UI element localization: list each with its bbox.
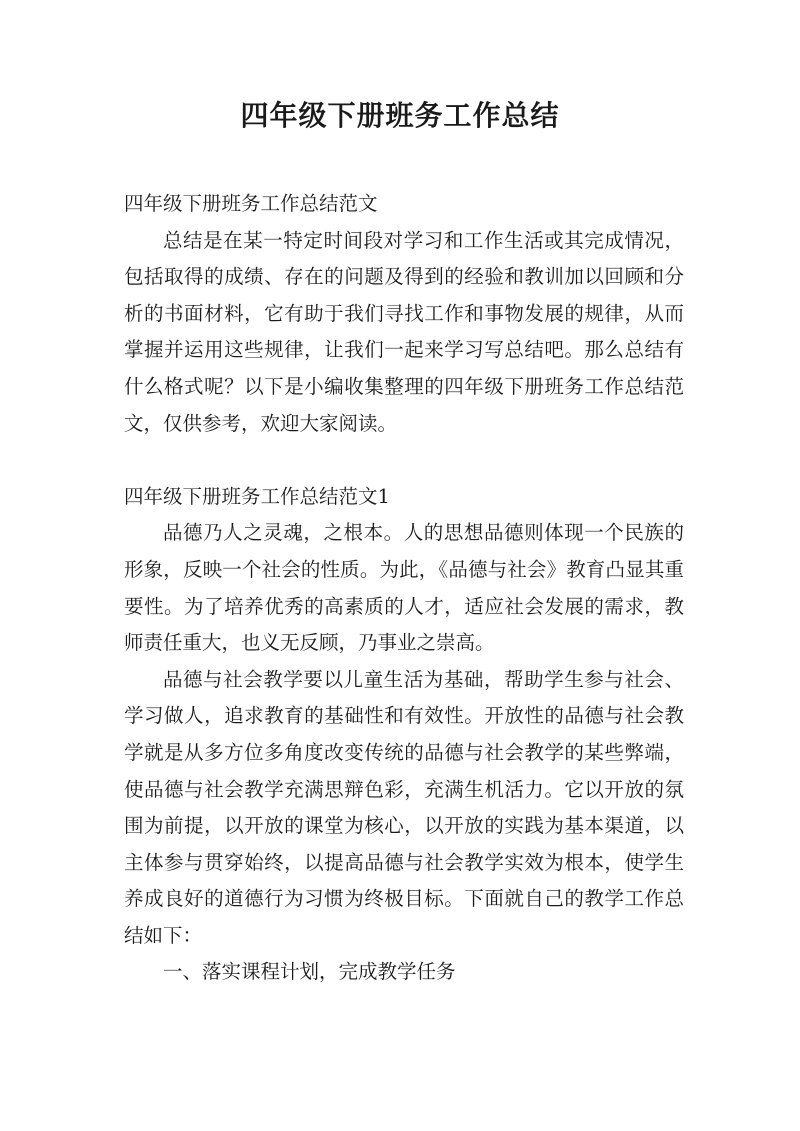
section1-heading: 四年级下册班务工作总结范文1	[124, 484, 390, 508]
document-title: 四年级下册班务工作总结	[240, 99, 560, 132]
document-body	[124, 186, 684, 991]
section1-subheading: 一、落实课程计划，完成教学任务	[163, 960, 456, 984]
intro-paragraph: 总结是在某一特定时间段对学习和工作生活或其完成情况，包括取得的成绩、存在的问题及得到的经验和教训加以回顾和分析的书面材料，它有助于我们寻找工作和事物发展的规律，从而掌握并运用这些规律，让我们一起来学习写总结吧。那么总结有什么格式呢？以下是小编收集整理的四年级下册班务工作总结范文，仅供参考，欢迎大家阅读。	[124, 228, 684, 435]
section1-paragraph: 品德乃人之灵魂，之根本。人的思想品德则体现一个民族的形象，反映一个社会的性质。为此，《品德与社会》教育凸显其重要性。为了培养优秀的高素质的人才，适应社会发展的需求，教师责任重大，也义无反顾，乃事业之崇高。	[124, 521, 684, 655]
intro-heading: 四年级下册班务工作总结范文	[124, 192, 378, 215]
section-spacer	[124, 442, 684, 479]
section1-paragraph: 品德与社会教学要以儿童生活为基础，帮助学生参与社会、学习做人，追求教育的基础性和有效性。开放性的品德与社会教学就是从多方位多角度改变传统的品德与社会教学的某些弊端，使品德与社会教学充满思辩色彩，充满生机活力。它以开放的氛围为前提，以开放的课堂为核心，以开放的实践为基本渠道，以主体参与贯穿始终，以提高品德与社会教学实效为根本，使学生养成良好的道德行为习惯为终极目标。下面就自己的教学工作总结如下：	[124, 667, 684, 947]
